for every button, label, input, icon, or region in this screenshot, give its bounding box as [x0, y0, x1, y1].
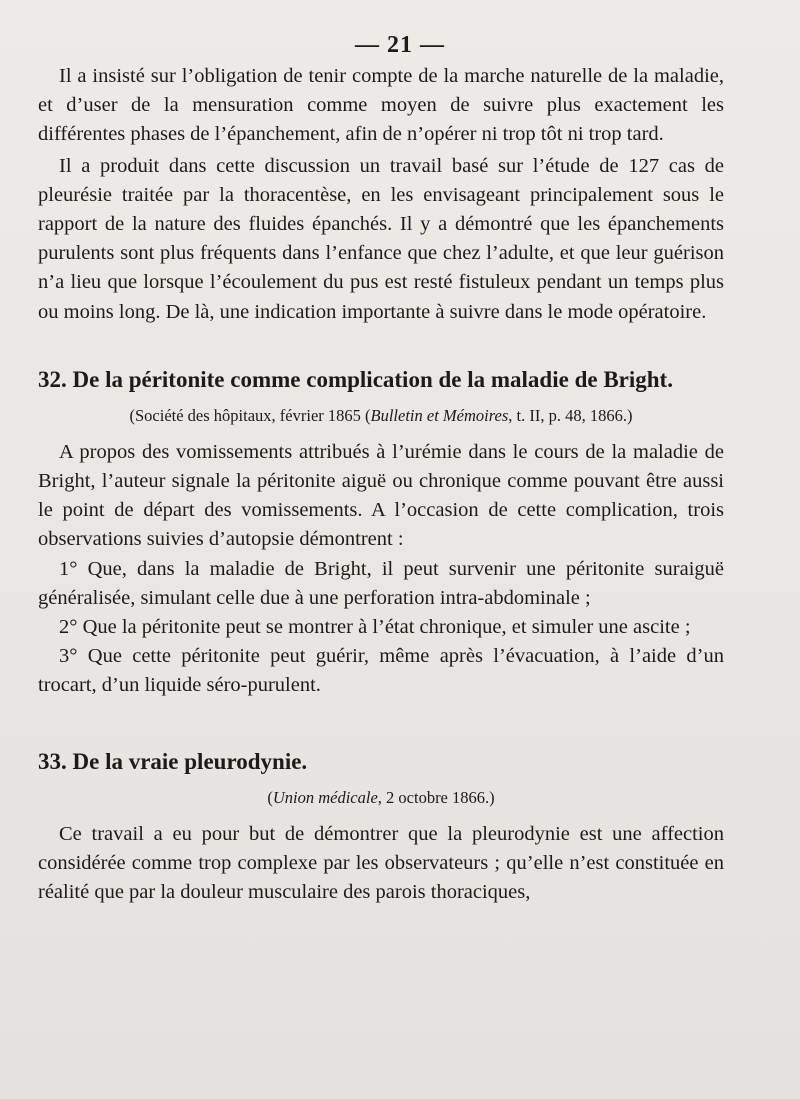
source-title: Union médicale: [272, 787, 378, 807]
paragraph: Ce travail a eu pour but de démontrer que la pleurodynie est une affection considérée comme trop complexe par les observateurs ; qu’elle n’est constituée en réalité que par la douleur musculaire des parois thoraciques,: [38, 822, 724, 904]
page-number: — 21 —: [355, 32, 445, 58]
paragraph: 1° Que, dans la maladie de Bright, il peut survenir une péritonite suraiguë généralisée, simulant celle due à une perforation intra-abdominale ;: [38, 557, 724, 609]
source-title: Bulletin et Mémoires: [370, 405, 509, 425]
section-source-33: [38, 786, 724, 810]
paragraph: Il a produit dans cette discussion un travail basé sur l’étude de 127 cas de pleurésie traitée par la thoracentèse, en les envisageant principalement sous le rapport de la nature des fluides épanchés. Il y a démontré que les épanchements purulents sont plus fréquents dans l’enfance que chez l’adulte, et que leur guérison n’a lieu que lorsque l’écoulement du pus est resté fistuleux pendant un temps plus ou moins long. De là, une indication importante à suivre dans le mode opératoire.: [38, 154, 724, 323]
source-text: (: [267, 787, 273, 807]
source-text: (Société des hôpitaux, février 1865 (: [129, 405, 371, 425]
page-body: [38, 62, 724, 907]
paragraph: 3° Que cette péritonite peut guérir, même après l’évacuation, à l’aide d’un trocart, d’un liquide séro-purulent.: [38, 645, 724, 697]
source-text: , 2 octobre 1866.): [377, 787, 495, 807]
section-heading-32: 32. De la péritonite comme complication de la maladie de Bright.: [38, 366, 673, 392]
paragraph: 2° Que la péritonite peut se montrer à l’état chronique, et simuler une ascite ;: [59, 616, 691, 639]
section-heading-33: 33. De la vraie pleurodynie.: [38, 748, 308, 774]
source-text: , t. II, p. 48, 1866.): [508, 405, 633, 425]
paragraph: A propos des vomissements attribués à l’urémie dans le cours de la maladie de Bright, l’auteur signale la péritonite aiguë ou chronique comme pouvant être aussi le point de départ des vomissements. A l’occasion de cette complication, trois observations suivies d’autopsie démontrent :: [38, 440, 724, 551]
section-source-32: [38, 404, 724, 428]
paragraph: Il a insisté sur l’obligation de tenir compte de la marche naturelle de la maladie, et d’user de la mensuration comme moyen de suivre plus exactement les différentes phases de l’épanchement, afin de n’opérer ni trop tôt ni trop tard.: [38, 65, 724, 146]
